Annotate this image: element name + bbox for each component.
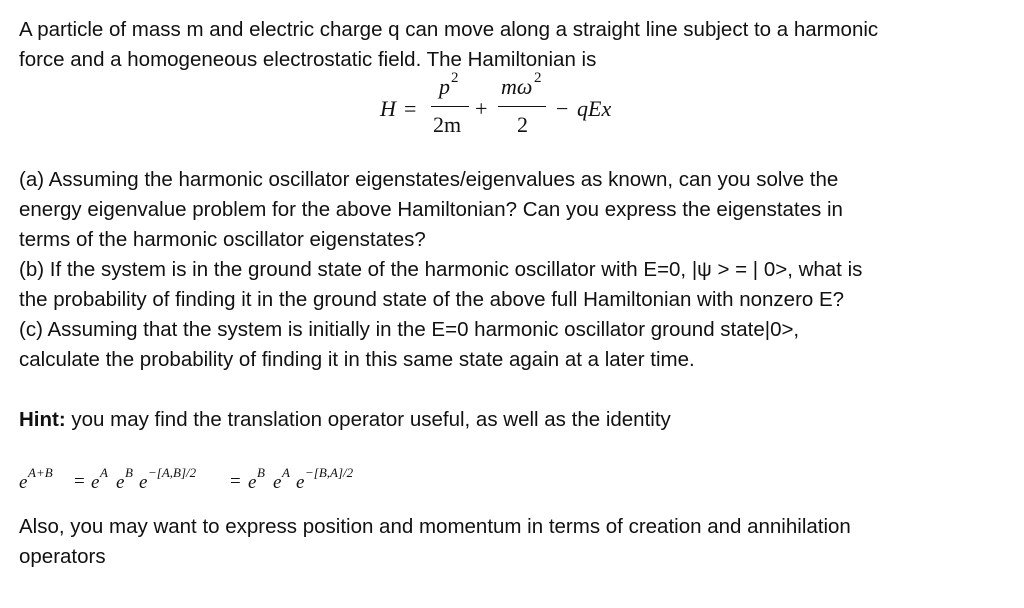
intro-line-2: force and a homogeneous electrostatic field. The Hamiltonian is (19, 48, 597, 71)
identity-e5-sup: B (257, 465, 265, 480)
identity-e5: e (248, 472, 257, 493)
identity-e6-sup: A (282, 465, 290, 480)
identity-equals-2: = (230, 471, 241, 492)
identity-equals-1: = (74, 471, 85, 492)
identity-e2: e (91, 472, 100, 493)
closing-line-2: operators (19, 545, 106, 568)
identity-e1-sup: A+B (28, 465, 53, 480)
intro-paragraph (19, 15, 878, 75)
minus-sign: − (556, 96, 569, 121)
hamiltonian-equation (380, 70, 680, 140)
identity-e3-sup: B (125, 465, 133, 480)
hamiltonian-equals: = (404, 96, 417, 121)
hamiltonian-lhs: H (380, 96, 396, 121)
bch-identity (19, 462, 419, 492)
frac2-numerator: mω (501, 74, 533, 99)
hint-text: you may find the translation operator useful, as well as the identity (65, 408, 671, 431)
frac2-line (498, 106, 546, 107)
identity-e7-sup: −[B,A]/2 (305, 465, 354, 480)
part-a-line-3: terms of the harmonic oscillator eigenstates? (19, 228, 426, 251)
frac1-numerator: p (439, 74, 450, 99)
intro-line-1: A particle of mass m and electric charge q can move along a straight line subject to a harmonic (19, 18, 879, 41)
part-a-line-2: energy eigenvalue problem for the above Hamiltonian? Can you express the eigenstates in (19, 198, 843, 221)
frac1-numerator-sup: 2 (451, 70, 459, 86)
part-c-line-2: calculate the probability of finding it in this same state again at a later time. (19, 348, 695, 371)
part-a (19, 165, 843, 255)
identity-e7: e (296, 472, 305, 493)
part-c (19, 315, 799, 375)
frac2-denominator: 2 (517, 112, 528, 137)
identity-e2-sup: A (100, 465, 108, 480)
closing-line-1: Also, you may want to express position and momentum in terms of creation and annihilation (19, 515, 851, 538)
part-b-line-1: (b) If the system is in the ground state of the harmonic oscillator with E=0, |ψ > = | 0>, what is (19, 258, 863, 281)
part-c-line-1: (c) Assuming that the system is initially in the E=0 harmonic oscillator ground state|0>, (19, 318, 800, 341)
part-b-line-2: the probability of finding it in the ground state of the above full Hamiltonian with nonzero E? (19, 288, 845, 311)
frac1-line (431, 106, 469, 107)
hint-label: Hint: (19, 408, 66, 431)
charge-field-term: qEx (577, 96, 612, 121)
identity-e4-sup: −[A,B]/2 (148, 465, 197, 480)
identity-e3: e (116, 472, 125, 493)
plus-sign: + (475, 96, 488, 121)
hint-paragraph (19, 405, 671, 435)
frac1-denominator: 2m (433, 112, 462, 137)
closing-paragraph (19, 512, 851, 572)
part-a-line-1: (a) Assuming the harmonic oscillator eigenstates/eigenvalues as known, can you solve the (19, 168, 839, 191)
identity-e6: e (273, 472, 282, 493)
identity-e1: e (19, 472, 28, 493)
identity-e4: e (139, 472, 148, 493)
frac2-numerator-sup: 2 (534, 70, 542, 86)
part-b (19, 255, 862, 315)
